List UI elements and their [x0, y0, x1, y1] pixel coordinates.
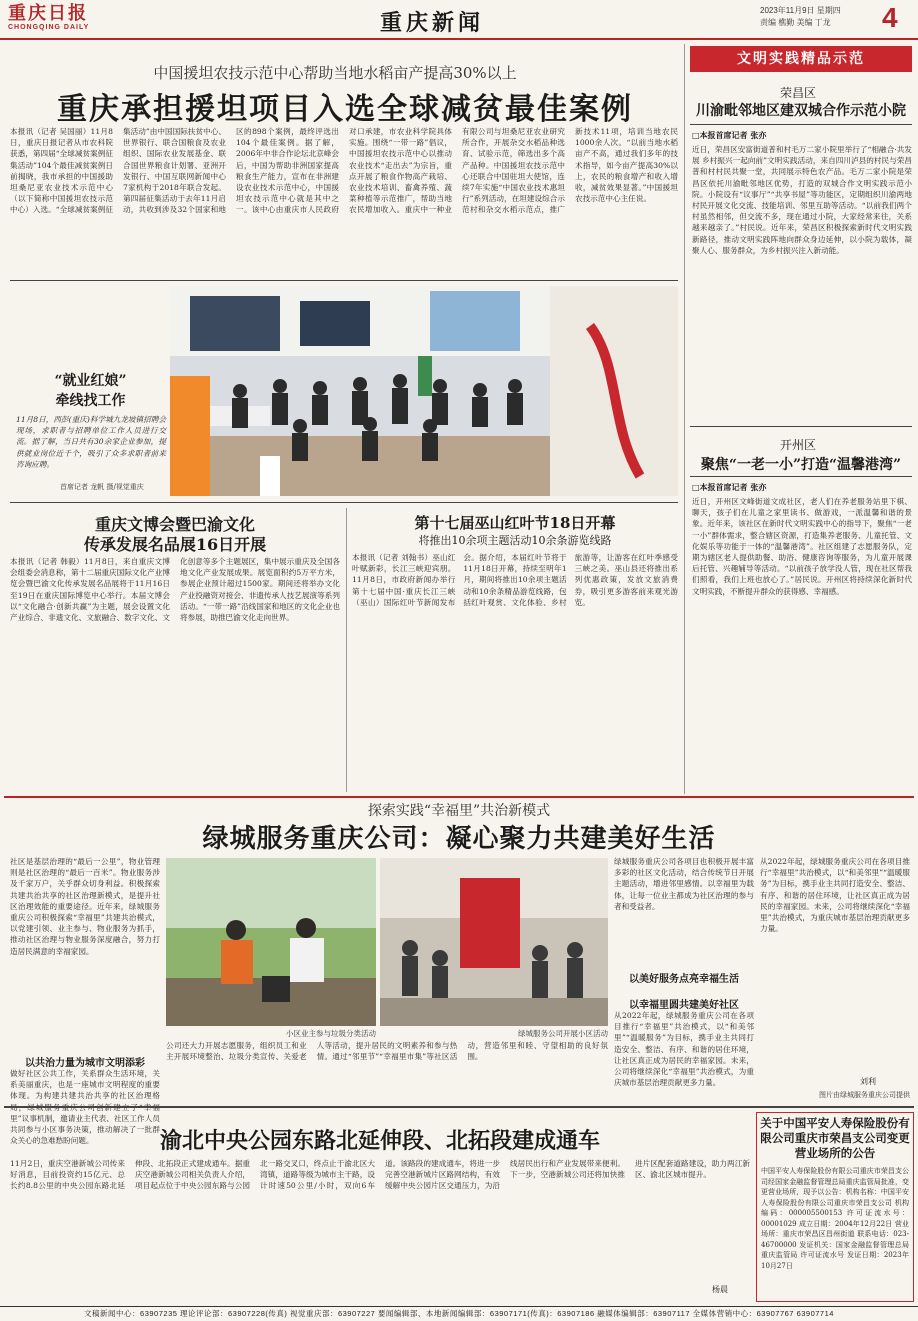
- job-fair-photo: [170, 286, 678, 496]
- feature-subhead-3: 以幸福里圆共建美好社区: [629, 1000, 739, 1011]
- feature-subhead-2: 以美好服务点亮幸福生活: [629, 974, 739, 985]
- kaizhou-body: 近日，开州区文峰街道文成社区，老人们在养老服务站里下棋、聊天，孩子们在儿童之家里读书、做游戏，一派温馨和谐的景象。近年来，该社区在新时代文明实践中心的指导下，聚焦“一老一小”群体需求，整合辖区资源，打造集养老服务、儿童托管、文化娱乐等功能于一体的“温馨港湾”。社区组建了志愿服务队，定期为辖区老人提供助餐、助浴、健康咨询等服务，为儿童开展课后托管、兴趣辅导等活动。“以前孩子放学没人管，现在社区帮我们照看，我们上班也放心了。”居民说。开州区将持续深化新时代文明实践，不断提升群众的获得感、幸福感。: [692, 497, 912, 596]
- yubei-title: 渝北中央公园东路北延伸段、北拓段建成通车: [159, 1128, 600, 1154]
- rongchang-body: 近日，荣昌区安富街道普和村毛万二家小院里举行了“相融合·共发展 乡村振兴一起向前”文明实践活动，来自四川泸县的村民与荣昌普和村村民共聚一堂，共同展示特色农产品。毛万二家小院是荣昌区依托川渝毗邻地区优势，打造的双城合作文明实践示范小院。小院设有“议事厅”“共享书屋”等功能区，定期组织川渝两地村民开展文化交流、技能培训、邻里互助等活动。“以前我们两个村虽然相邻，但交流不多，现在通过小院，大家经常来往，关系越来越亲了。”村民说。近年来，荣昌区积极探索新时代文明实践新路径，推动文明实践阵地向群众身边延伸，以小院为载体，凝聚人心、服务群众，为乡村振兴注入新动能。: [692, 145, 912, 255]
- lead-kicker: 中国援坦农技示范中心帮助当地水稻亩产提高30%以上: [153, 64, 517, 82]
- sidebar-tag: 文明实践精品示范: [690, 46, 912, 72]
- wushan-subtitle: 将推出10余项主题活动10余条游览线路: [418, 534, 612, 547]
- feature-photo-1-caption: 小区业主参与垃圾分类活动: [286, 1029, 376, 1038]
- feature-kicker: 探索实践“幸福里”共治新模式: [367, 803, 551, 819]
- feature-title: 绿城服务重庆公司：凝心聚力共建美好生活: [202, 824, 716, 854]
- rongchang-title: 川渝毗邻地区建双城合作示范小院: [696, 103, 906, 119]
- kaizhou-region: 开州区: [780, 438, 817, 452]
- date-info: 2023年11月9日 星期四 责编 樵勤 美编 丁龙: [760, 6, 841, 27]
- sidebar-rule: [684, 44, 685, 794]
- photo-title: “就业红娘” 牵线找工作: [54, 373, 127, 409]
- feature-photo-1: [166, 858, 376, 1026]
- section-title: 重庆新闻: [380, 10, 485, 36]
- page-number: 4: [882, 2, 898, 33]
- feature-body-3: 公司还大力开展志愿服务，组织员工和业主开展环境整治、垃圾分类宣传、关爱老人等活动，提升居民的文明素养和参与热情。通过“邻里节”“幸福里市集”等社区活动，营造邻里和睦、守望相助的良好氛围。: [166, 1041, 608, 1062]
- feature-body-4: 绿城服务重庆公司各项目也积极开展丰富多彩的社区文化活动，结合传统节日开展主题活动，增进邻里感情。以幸福里为载体，让每一位业主都成为社区治理的参与者和受益者。: [614, 857, 754, 911]
- wushan-body: 本报讯（记者 刘翰书）巫山红叶赋新彩，长江三峡迎宾朋。11月8日，市政府新闻办举行第十七届中国·重庆长江三峡（巫山）国际红叶节新闻发布会。据介绍，本届红叶节将于11月18日开幕，持续至明年1月，期间将推出10余项主题活动和10余条精品游览线路，包括红叶观赏、文化体验、乡村旅游等，让游客在红叶季感受三峡之美。巫山县还将推出系列优惠政策，发放文旅消费券，吸引更多游客前来观光游览。: [352, 553, 678, 607]
- yubei-body: 11月2日，重庆空港新城公司传来好消息，目前投资约15亿元、总长约8.8公里的中央公园东路北延伸段、北拓段正式建成通车。据重庆空港新城公司相关负责人介绍，项目起点位于中央公园东路与公园北一路交叉口，终点止于渝北区大湾镇，道路等级为城市主干路，设计时速50公里/小时，双向6车道。该路段的建成通车，将进一步完善空港新城片区路网结构，有效缓解中央公园片区交通压力，为沿线居民出行和产业发展带来便利。下一步，空港新城公司还将加快推进片区配套道路建设，助力两江新区、渝北区城市提升。: [10, 1159, 750, 1191]
- notice-body: 中国平安人寿保险股份有限公司重庆市荣昌支公司经国家金融监督管理总局重庆监管局批准，变更营业场所，现予以公告：机构名称：中国平安人寿保险股份有限公司重庆市荣昌支公司 机构编码：000005500153 许可证流水号：00001029 成立日期：2004年12月22日 营业场所：重庆市荣昌区昌州街道 联系电话：023-46700000 发证机关：国家金融监督管理总局重庆监管局 许可证流水号 发证日期：2023年10月27日: [761, 1167, 909, 1270]
- community-event-image: [380, 858, 608, 1026]
- yubei-author: 杨晨: [712, 1285, 728, 1294]
- kaizhou-title: 聚焦“一老一小”打造“温馨港湾”: [700, 457, 902, 473]
- rongchang-region: 荣昌区: [780, 86, 817, 100]
- feature-photo-2: [380, 858, 608, 1026]
- notice-title: 关于中国平安人寿保险股份有限公司重庆市荣昌支公司变更营业场所的公告: [760, 1116, 910, 1160]
- lead-headline: 重庆承担援坦项目入选全球减贫最佳案例: [57, 92, 633, 127]
- photo-caption: 11月8日，西彭(重庆)科学城九龙坡镇招聘会现场，求职者与招聘单位工作人员进行交流。据了解，当日共有30余家企业参加，提供就业岗位近千个，吸引了众多求职者前来咨询应聘。: [16, 415, 166, 469]
- feature-photo-2-caption: 绿城服务公司开展小区活动: [518, 1029, 608, 1038]
- culture-title-1: 重庆文博会暨巴渝文化: [94, 515, 255, 534]
- feature-subhead-1: 以共治力量为城市文明添彩: [25, 1058, 145, 1069]
- garbage-sorting-image: [166, 858, 376, 1026]
- feature-body-5a: 从2022年起，绿城服务重庆公司在各项目推行“幸福里”共治模式，以“和美邻里”“温暖服务”为目标，携手业主共同打造安全、整洁、有序、和谐的居住环境，让社区真正成为居民的幸福家园。未来，公司将继续深化“幸福里”共治模式，为重庆城市基层治理贡献更多力量。: [614, 1011, 754, 1088]
- feature-body-5b: 从2022年起，绿城服务重庆公司在各项目推行“幸福里”共治模式，以“和美邻里”“温暖服务”为目标，携手业主共同打造安全、整洁、有序、和谐的居住环境，让社区真正成为居民的幸福家园。未来，公司将继续深化“幸福里”共治模式，为重庆城市基层治理贡献更多力量。: [760, 857, 910, 934]
- culture-body: 本报讯（记者 韩毅）11月8日，来自重庆文博会组委会消息称，第十二届重庆国际文化产业博览会暨巴渝文化传承发展名品展将于11月16日至19日在重庆国际博览中心举行。本届文博会以“文化融合·创新共赢”为主题，展会设置文化产业综合、非遗文化、文旅融合、数字文化、文化创意等多个主题展区，集中展示重庆及全国各地文化产业发展成果。展览面积约5万平方米，参展企业预计超过1500家。期间还将举办文化产业投融资对接会、非遗传承人技艺展演等系列活动。“一带一路”沿线国家和地区的文化企业也将参展，助推巴渝文化走向世界。: [10, 557, 340, 623]
- footer-contacts: 文稿新闻中心：63907235 理论评论部：63907228(传真) 视觉重庆部：63907227 要闻编辑部、本地新闻编辑部：63907171(传真)：63907186 融媒体编辑部：63907117 全媒体营销中心：63907767 63907714: [0, 1306, 918, 1320]
- job-fair-image: [170, 286, 678, 496]
- notice-box: [756, 1112, 914, 1302]
- feature-author: 刘利: [860, 1077, 876, 1086]
- feature-body-2: 做好社区公共工作，关系群众生活环境，关系美丽重庆，也是一座城市文明程度的重要体现。为构建共建共治共享的社区治理格 里”议事机制，邀请业主代表、社区工作人员共同参与小区事务决策，推动解决了一批群众关心的急难愁盼问题。: [10, 1069, 160, 1146]
- lead-body: 本报讯（记者 吴国丽）11月8日，重庆日报记者从市农科院获悉，第四届“全球减贫案例征集活动”104个最佳减贫案例日前揭晓，我市承担的中国援助坦桑尼亚农业技术示范中心（以下简称中国援坦农技示范中心）入选。“全球减贫案例征集活动”由中国国际扶贫中心、世界银行、联合国粮食及农业组织、国际农业发展基金、联合国世界粮食计划署、亚洲开发银行、中国互联网新闻中心7家机构于2018年联合发起。第四届征集活动于去年11月启动，共收到涉及32个国家和地区的898个案例，最终评选出104个最佳案例。据了解，2006年中非合作论坛北京峰会后，中国为帮助非洲国家提高粮食生产能力，宣布在非洲建设农业技术示范中心，中国援坦农技示范中心就是其中之一。该中心由重庆市人民政府对口承建，市农业科学院具体实施。围绕“一带一路”倡议，中国援坦农技示范中心以推动农业技术“走出去”为宗旨，重点开展了粮食作物高产栽培、农业技术培训、畜禽养殖、蔬菜种植等示范推广，帮助当地农民增加收入。重庆中一种业有限公司与坦桑尼亚农业研究所合作，开展杂交水稻品种选育、试验示范，筛选出多个高产品种。中国援坦农技示范中心还联合中国驻坦大使馆，连续7年实施“中国农业技术惠坦行”系列活动，在坦建设综合示范村和杂交水稻示范点，推广新技术11项，培训当地农民1000余人次。“以前当地水稻亩产不高，通过我们多年的技术指导，如今亩产提高30%以上，农民的粮食增产和收入增收，减贫效果显著。”中国援坦农技示范中心主任说。: [10, 127, 678, 215]
- masthead: [0, 0, 918, 40]
- rongchang-byline: □本报首席记者 张亦: [692, 130, 767, 140]
- wushan-title: 第十七届巫山红叶节18日开幕: [414, 514, 616, 532]
- photo-credit: 首席记者 龙帆 摄/视觉重庆: [60, 483, 144, 491]
- feature-body-1: 社区是基层治理的“最后一公里”，物业管理则是社区治理的“最后一百米”。物业服务涉及千家万户，关乎群众切身利益。积极探索共建共治共享的社区治理新模式，是提升社区治理效能的重要途径。近年来，绿城服务重庆公司积极探索“幸福里”共建共治模式，以党建引领、业主参与、物业服务为抓手，推动社区治理与物业服务深度融合，努力打造居民满意的幸福家园。: [10, 857, 160, 956]
- newspaper-logo: 重庆日报 CHONGQING DAILY: [8, 3, 90, 31]
- feature-source: 图片由绿城服务重庆公司提供: [819, 1091, 910, 1099]
- culture-title-2: 传承发展名品展16日开展: [83, 535, 267, 554]
- kaizhou-byline: □本报首席记者 张亦: [692, 482, 767, 492]
